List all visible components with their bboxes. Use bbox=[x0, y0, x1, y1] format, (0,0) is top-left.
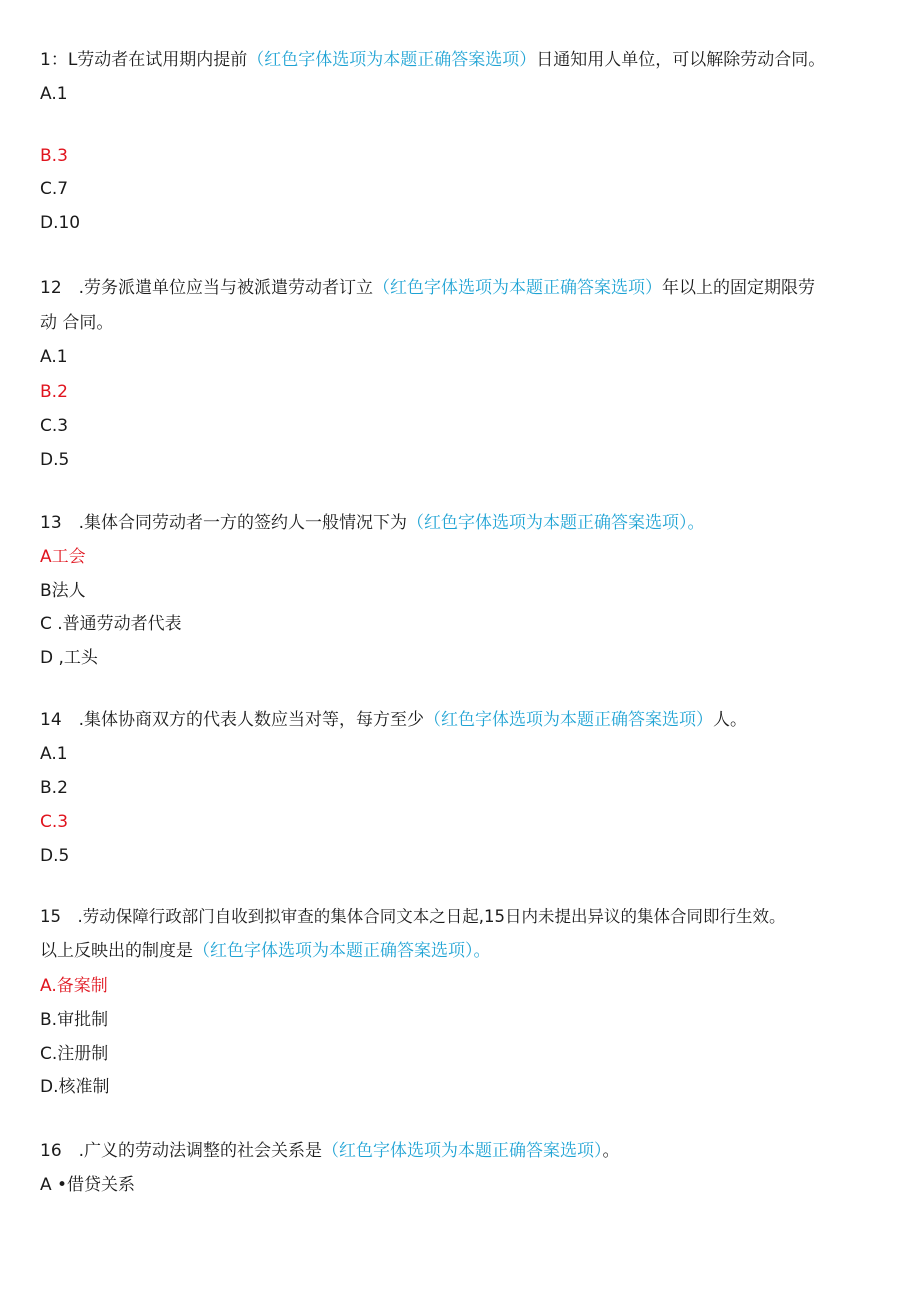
q14-option-d: D.5 bbox=[40, 846, 70, 866]
q12-option-d: D.5 bbox=[40, 450, 70, 470]
q14-stem-before: 14 .集体协商双方的代表人数应当对等，每方至少 bbox=[40, 710, 425, 730]
q15-stem-before: 以上反映出的制度是 bbox=[40, 941, 193, 961]
q14-option-a: A.1 bbox=[40, 744, 68, 764]
q1-hint: （红色字体选项为本题正确答案选项） bbox=[247, 50, 537, 70]
q12-stem-before: 12 .劳务派遣单位应当与被派遣劳动者订立 bbox=[40, 278, 374, 298]
q13-stem-before: 13 .集体合同劳动者一方的签约人一般情况下为 bbox=[40, 513, 408, 533]
q14-option-b: B.2 bbox=[40, 778, 68, 798]
q1-stem bbox=[40, 49, 825, 71]
q13-option-a: A工会 bbox=[40, 547, 86, 567]
q12-option-a: A.1 bbox=[40, 347, 68, 367]
q1-option-a: A.1 bbox=[40, 84, 68, 104]
q15-option-a: A.备案制 bbox=[40, 976, 108, 996]
q13-stem bbox=[40, 512, 705, 534]
q15-stem bbox=[40, 940, 491, 962]
q16-stem-after: 。 bbox=[602, 1141, 620, 1161]
q14-hint: （红色字体选项为本题正确答案选项） bbox=[424, 710, 714, 730]
q16-option-a: A •借贷关系 bbox=[40, 1175, 136, 1195]
q12-option-c: C.3 bbox=[40, 416, 69, 436]
q14-option-c: C.3 bbox=[40, 812, 69, 832]
q16-stem bbox=[40, 1140, 620, 1162]
q1-option-c: C.7 bbox=[40, 179, 69, 199]
q15-stem-after: 。 bbox=[473, 941, 491, 961]
q13-option-d: D ,工头 bbox=[40, 648, 98, 668]
q13-option-b: B法人 bbox=[40, 581, 86, 601]
q15-option-c: C.注册制 bbox=[40, 1044, 109, 1064]
q12-stem-line2: 动 合同。 bbox=[40, 313, 114, 333]
q15-stem-line1: 15 .劳动保障行政部门自收到拟审查的集体合同文本之日起,15日内未提出异议的集体合同即行生效。 bbox=[40, 907, 786, 926]
q1-stem-before: 1：L劳动者在试用期内提前 bbox=[40, 50, 248, 70]
q12-stem bbox=[40, 277, 815, 299]
q12-option-b: B.2 bbox=[40, 382, 68, 402]
q13-hint: （红色字体选项为本题正确答案选项） bbox=[407, 513, 688, 533]
q12-stem-after: 年以上的固定期限劳 bbox=[662, 278, 816, 298]
q13-option-c: C .普通劳动者代表 bbox=[40, 614, 182, 634]
q15-option-d: D.核准制 bbox=[40, 1077, 110, 1097]
q1-stem-after: 日通知用人单位，可以解除劳动合同。 bbox=[536, 50, 826, 70]
q12-hint: （红色字体选项为本题正确答案选项） bbox=[373, 278, 663, 298]
q14-stem bbox=[40, 709, 747, 731]
q15-option-b: B.审批制 bbox=[40, 1010, 109, 1030]
q13-stem-after: 。 bbox=[687, 513, 705, 533]
q1-option-b: B.3 bbox=[40, 146, 68, 166]
q1-option-d: D.10 bbox=[40, 213, 81, 233]
q14-stem-after: 人。 bbox=[713, 710, 748, 730]
q15-hint: （红色字体选项为本题正确答案选项） bbox=[193, 941, 474, 961]
q16-hint: （红色字体选项为本题正确答案选项） bbox=[322, 1141, 603, 1161]
q16-stem-before: 16 .广义的劳动法调整的社会关系是 bbox=[40, 1141, 323, 1161]
